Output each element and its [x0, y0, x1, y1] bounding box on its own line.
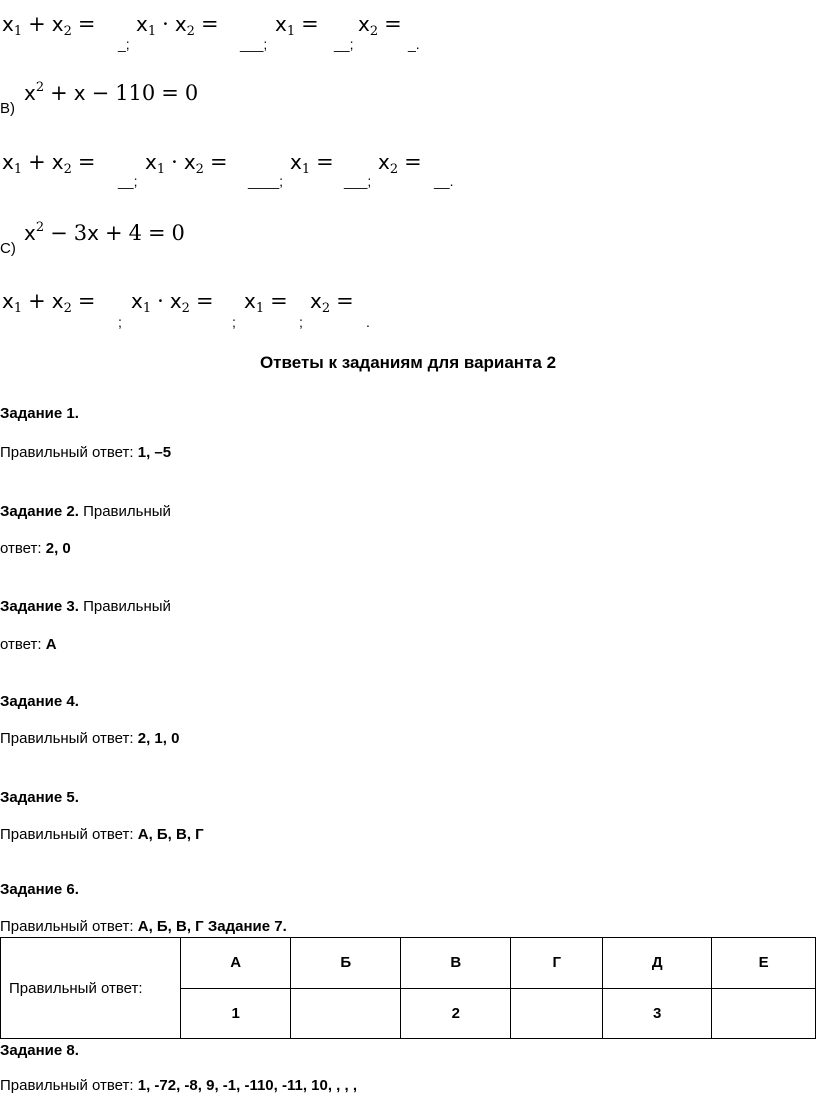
math-expression: $x_1$ =	[275, 12, 319, 39]
table-cell: 1	[181, 988, 291, 1039]
math-expression: $x_1$ =	[290, 150, 334, 177]
equation-b: $x^2 + x - 110 = 0$	[24, 80, 199, 105]
task-heading: Задание 5.	[0, 789, 79, 806]
answer-blank: __.	[434, 173, 454, 189]
answer-table	[0, 937, 816, 1039]
math-expression: $x_1 + x_2$ =	[2, 150, 96, 177]
math-expression: $x_1 \cdot x_2$ =	[131, 289, 214, 316]
equation-c: $x^2 - 3x + 4 = 0$	[24, 220, 185, 245]
table-header-cell: Г	[511, 938, 603, 989]
answer-blank: ____;	[248, 173, 284, 189]
task-heading: Задание 1.	[0, 405, 79, 422]
table-header-cell: Е	[712, 938, 816, 989]
table-cell: 2	[401, 988, 511, 1039]
math-expression: $x_2$ =	[358, 12, 402, 39]
table-header-cell: А	[181, 938, 291, 989]
table-cell: 3	[603, 988, 712, 1039]
table-header-cell: Д	[603, 938, 712, 989]
task-answer: Правильный ответ: А, Б, В, Г	[0, 826, 204, 843]
task-heading: Задание 3. Правильный	[0, 598, 171, 615]
table-cell	[511, 988, 603, 1039]
math-expression: $x_1 + x_2$ =	[2, 289, 96, 316]
answer-blank: ___;	[240, 36, 268, 52]
math-expression: $x_2$ =	[378, 150, 422, 177]
answers-title: Ответы к заданиям для варианта 2	[259, 353, 557, 372]
task-answer: ответ: 2, 0	[0, 540, 71, 557]
task-answer: ответ: А	[0, 636, 57, 653]
task-heading: Задание 4.	[0, 693, 79, 710]
answer-blank: _.	[408, 36, 420, 52]
table-cell	[291, 988, 401, 1039]
task-answer: Правильный ответ: 1, -72, -8, 9, -1, -110, -11, 10, , , ,	[0, 1077, 358, 1094]
task-answer: Правильный ответ: 1, –5	[0, 444, 172, 461]
task-heading: Задание 2. Правильный	[0, 503, 171, 520]
math-expression: $x_1 \cdot x_2$ =	[145, 150, 228, 177]
item-label-c: С)	[0, 240, 16, 257]
task-heading: Задание 6.	[0, 881, 79, 898]
answer-blank: ;	[299, 314, 303, 330]
answer-blank: __;	[334, 36, 354, 52]
answer-blank: .	[366, 314, 370, 330]
answer-blank: __;	[118, 173, 138, 189]
task-heading: Задание 8.	[0, 1042, 79, 1059]
table-header-cell: Б	[291, 938, 401, 989]
task-answer: Правильный ответ: 2, 1, 0	[0, 730, 180, 747]
math-expression: $x_1 + x_2$ =	[2, 12, 96, 39]
answer-blank: _;	[118, 36, 130, 52]
answer-blank: ;	[118, 314, 122, 330]
math-expression: $x_1$ =	[244, 289, 288, 316]
math-expression: $x_2$ =	[310, 289, 354, 316]
answer-blank: ;	[232, 314, 236, 330]
math-expression: $x_1 \cdot x_2$ =	[136, 12, 219, 39]
task-answer: Правильный ответ: А, Б, В, Г Задание 7.	[0, 918, 287, 935]
table-cell	[712, 988, 816, 1039]
item-label-b: В)	[0, 100, 15, 117]
answer-blank: ___;	[344, 173, 372, 189]
table-row	[1, 938, 816, 989]
table-row-label: Правильный ответ:	[1, 938, 181, 1039]
table-header-cell: В	[401, 938, 511, 989]
